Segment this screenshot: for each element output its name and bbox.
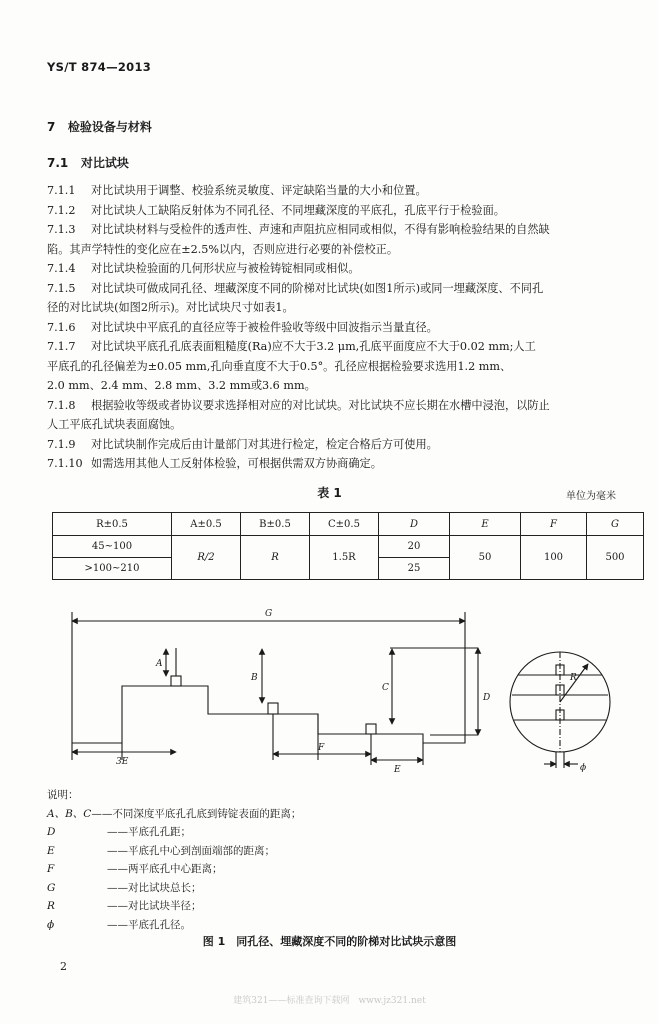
header-cell: A±0.5	[172, 513, 241, 536]
label-A: A	[156, 659, 163, 669]
label-C: C	[382, 683, 389, 693]
flat-bottom-hole	[366, 724, 376, 734]
flat-bottom-hole	[268, 703, 278, 714]
clause-number: 7.1.1	[47, 184, 76, 197]
legend-desc: ——平底孔孔径。	[107, 918, 192, 931]
legend-symbol: R	[47, 900, 55, 912]
table-unit: 单位为毫米	[566, 491, 616, 502]
legend-symbol: A、B、C	[47, 807, 92, 820]
label-E: E	[394, 765, 401, 775]
legend-desc: ——不同深度平底孔孔底到铸锭表面的距离；	[91, 807, 302, 820]
clause-text-continued: 人工平底孔试块表面腐蚀。	[47, 418, 182, 431]
label-phi: ϕ	[580, 763, 587, 773]
legend-symbol: D	[47, 826, 56, 838]
header-cell: E	[450, 513, 521, 536]
clause-number: 7.1.5	[47, 281, 76, 295]
clause-text: 对比试块平底孔孔底表面粗糙度(Ra)应不大于3.2 μm,孔底平面度应不大于0.02 mm;人工	[91, 340, 536, 353]
legend-desc: ——对比试块半径；	[107, 900, 202, 912]
clause-text: 如需选用其他人工反射体检验，可根据供需双方协商确定。	[91, 457, 382, 470]
legend-item	[47, 823, 301, 842]
figure-caption: 图 1 同孔径、埋藏深度不同的阶梯对比试块示意图	[202, 935, 457, 948]
clause-text: 对比试块中平底孔的直径应等于被检件验收等级中回波指示当量直径。	[91, 320, 438, 334]
clause-text-continued: 2.0 mm、2.4 mm、2.8 mm、3.2 mm或3.6 mm。	[47, 379, 316, 392]
header-cell: G	[587, 513, 644, 536]
label-3E: 3E	[116, 757, 129, 767]
section-title: 检验设备与材料	[67, 120, 152, 134]
clause-text: 对比试块制作完成后由计量部门对其进行检定，检定合格后方可使用。	[91, 437, 438, 451]
table-cell: >100~210	[53, 558, 172, 580]
subsection-number: 7.1	[47, 156, 69, 170]
clause-text-continued: 平底孔的孔径偏差为±0.05 mm,孔向垂直度不大于0.5°。孔径应根据检验要求选用1.2 mm、	[47, 359, 512, 373]
table-cell: 45~100	[53, 536, 172, 558]
label-F: F	[318, 743, 325, 753]
header-cell: F	[521, 513, 587, 536]
table-cell: 500	[587, 536, 644, 580]
subsection-title: 对比试块	[80, 156, 129, 170]
table-cell: R/2	[172, 536, 241, 580]
table-cell: 20	[379, 536, 450, 558]
legend-item	[47, 879, 301, 898]
clause-number: 7.1.10	[47, 457, 83, 470]
clause-text: 对比试块可做成同孔径、埋藏深度不同的阶梯对比试块(如图1所示)或同一埋藏深度、不同孔	[91, 281, 544, 295]
legend-item	[47, 916, 301, 935]
table-cell: 50	[450, 536, 521, 580]
clause-text: 对比试块用于调整、校验系统灵敏度、评定缺陷当量的大小和位置。	[91, 184, 427, 197]
legend-desc: ——对比试块总长；	[107, 881, 202, 894]
clause-text: 对比试块人工缺陷反射体为不同孔径、不同埋藏深度的平底孔，孔底平行于检验面。	[91, 203, 505, 217]
section-number: 7	[47, 120, 56, 134]
legend-item	[47, 842, 301, 861]
legend-title: 说明：	[47, 789, 79, 801]
clause-number: 7.1.9	[47, 437, 76, 451]
clause-text: 对比试块材料与受检件的透声性、声速和声阻抗应相同或相似，不得有影响检验结果的自然缺	[91, 223, 550, 236]
page-number: 2	[60, 960, 67, 973]
clause-number: 7.1.6	[47, 320, 76, 334]
legend-desc: ——平底孔孔距；	[107, 826, 192, 838]
header-cell: D	[379, 513, 450, 536]
clause-number: 7.1.2	[47, 203, 76, 217]
figure-legend	[47, 786, 301, 934]
legend-item	[47, 860, 301, 879]
standard-number: YS/T 874—2013	[47, 60, 152, 74]
table-cell: 100	[521, 536, 587, 580]
clause-text: 对比试块检验面的几何形状应与被检铸锭相同或相似。	[91, 262, 360, 275]
clause-number: 7.1.4	[47, 262, 76, 275]
legend-item	[47, 897, 301, 916]
legend-symbol: F	[47, 863, 55, 875]
legend-desc: ——平底孔中心到剖面端部的距离；	[107, 844, 276, 857]
legend-symbol: E	[47, 844, 55, 857]
watermark-footer: 建筑321——标准查询下载网 www.jz321.net	[233, 996, 426, 1006]
legend-item	[47, 805, 301, 824]
clause-text-continued: 径的对比试块(如图2所示)。对比试块尺寸如表1。	[47, 301, 294, 314]
table-cell: R	[241, 536, 310, 580]
label-R: R	[570, 673, 577, 683]
label-D: D	[483, 693, 491, 703]
table-title: 表 1	[317, 486, 342, 500]
label-G: G	[265, 609, 273, 619]
table-cell: 1.5R	[310, 536, 379, 580]
clause-number: 7.1.8	[47, 398, 76, 412]
legend-desc: ——两平底孔中心距离；	[107, 863, 223, 875]
table-cell: 25	[379, 558, 450, 580]
label-B: B	[251, 673, 258, 683]
legend-symbol: ϕ	[47, 918, 55, 931]
header-cell: R±0.5	[53, 513, 172, 536]
clause-number: 7.1.7	[47, 340, 76, 353]
flat-bottom-hole	[171, 676, 181, 686]
header-cell: C±0.5	[310, 513, 379, 536]
header-cell: B±0.5	[241, 513, 310, 536]
clause-number: 7.1.3	[47, 223, 76, 236]
block-outline	[72, 620, 465, 743]
clause-text: 根据验收等级或者协议要求选择相对应的对比试块。对比试块不应长期在水槽中浸泡，以防止	[91, 398, 550, 412]
clause-text-continued: 陷。其声学特性的变化应在±2.5%以内，否则应进行必要的补偿校正。	[47, 242, 399, 256]
legend-symbol: G	[47, 881, 56, 894]
